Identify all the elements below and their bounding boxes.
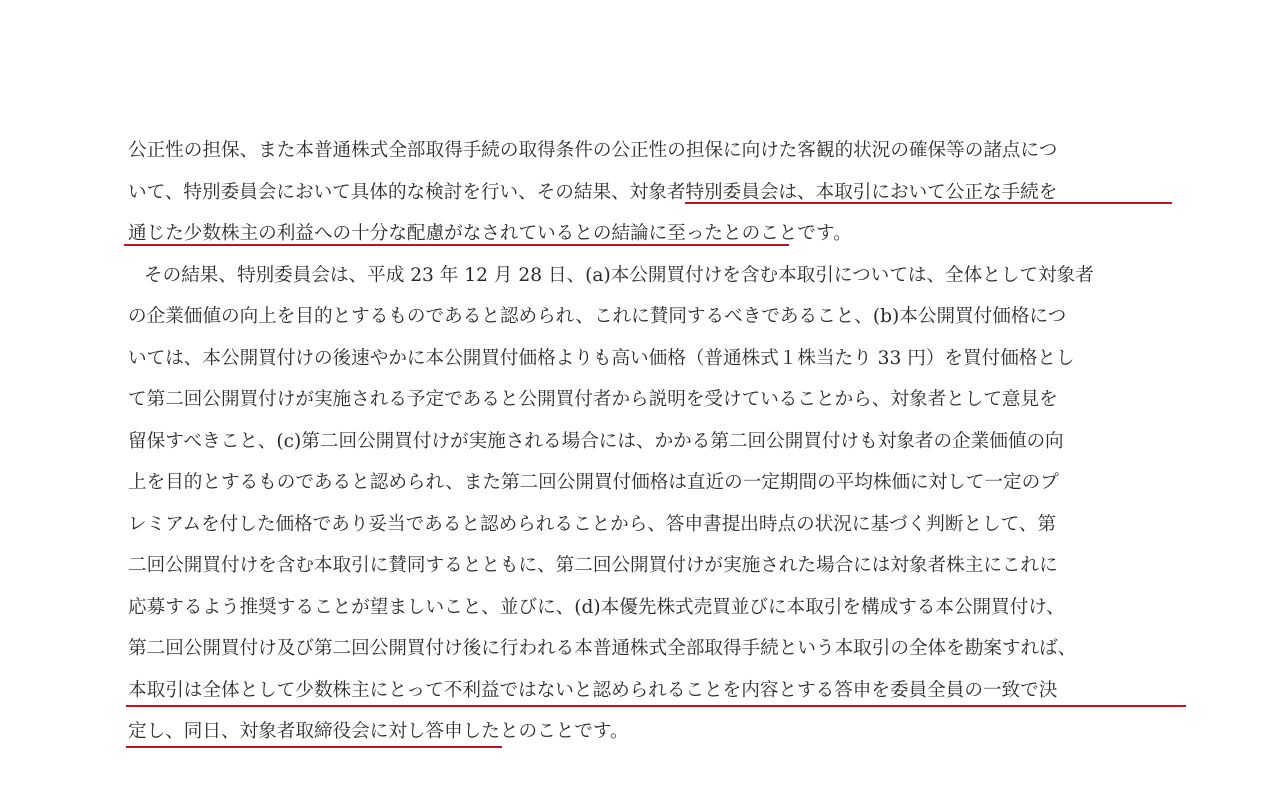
text-line: レミアムを付した価格であり妥当であると認められることから、答申書提出時点の状況に基づく判断として、第 <box>128 513 1057 535</box>
text-line: 第二回公開買付け及び第二回公開買付け後に行われる本普通株式全部取得手続という本取引の全体を勘案すれば、 <box>128 638 1077 659</box>
text-line: 上を目的とするものであると認められ、また第二回公開買付価格は直近の一定期間の平均株価に対して一定のプ <box>128 472 1059 493</box>
text-line: 留保すべきこと、(c)第二回公開買付けが実施される場合には、かかる第二回公開買付けも対象者の企業価値の向 <box>128 430 1064 452</box>
red-underline <box>124 244 789 246</box>
text-line: いては、本公開買付けの後速やかに本公開買付価格よりも高い価格（普通株式１株当たり 33 円）を買付価格とし <box>128 347 1075 369</box>
text-line: の企業価値の向上を目的とするものであると認められ、これに賛同するべきであること、(b)本公開買付価格につ <box>128 306 1067 327</box>
red-underline <box>126 705 1186 707</box>
text-line: 二回公開買付けを含む本取引に賛同するとともに、第二回公開買付けが実施された場合には対象者株主にこれに <box>128 555 1058 576</box>
text-line: 定し、同日、対象者取締役会に対し答申したとのことです。 <box>128 721 629 742</box>
text-line: て第二回公開買付けが実施される予定であると公開買付者から説明を受けていることから、対象者として意見を <box>128 389 1058 410</box>
body-text <box>128 130 1188 753</box>
red-underline <box>685 202 1172 204</box>
text-line: 本取引は全体として少数株主にとって不利益ではないと認められることを内容とする答申を委員全員の一致で決 <box>128 679 1058 701</box>
text-line-paragraph-start: その結果、特別委員会は、平成 23 年 12 月 28 日、(a)本公開買付けを含む本取引については、全体として対象者 <box>144 264 1094 286</box>
text-line: 応募するよう推奨することが望ましいこと、並びに、(d)本優先株式売買並びに本取引を構成する本公開買付け、 <box>128 596 1065 618</box>
text-line: いて、特別委員会において具体的な検討を行い、その結果、対象者特別委員会は、本取引において公正な手続を <box>128 181 1058 203</box>
text-line: 公正性の担保、また本普通株式全部取得手続の取得条件の公正性の担保に向けた客観的状況の確保等の諸点につ <box>128 140 1058 161</box>
text-line: 通じた少数株主の利益への十分な配慮がなされているとの結論に至ったとのことです。 <box>128 223 852 244</box>
red-underline <box>126 746 502 748</box>
